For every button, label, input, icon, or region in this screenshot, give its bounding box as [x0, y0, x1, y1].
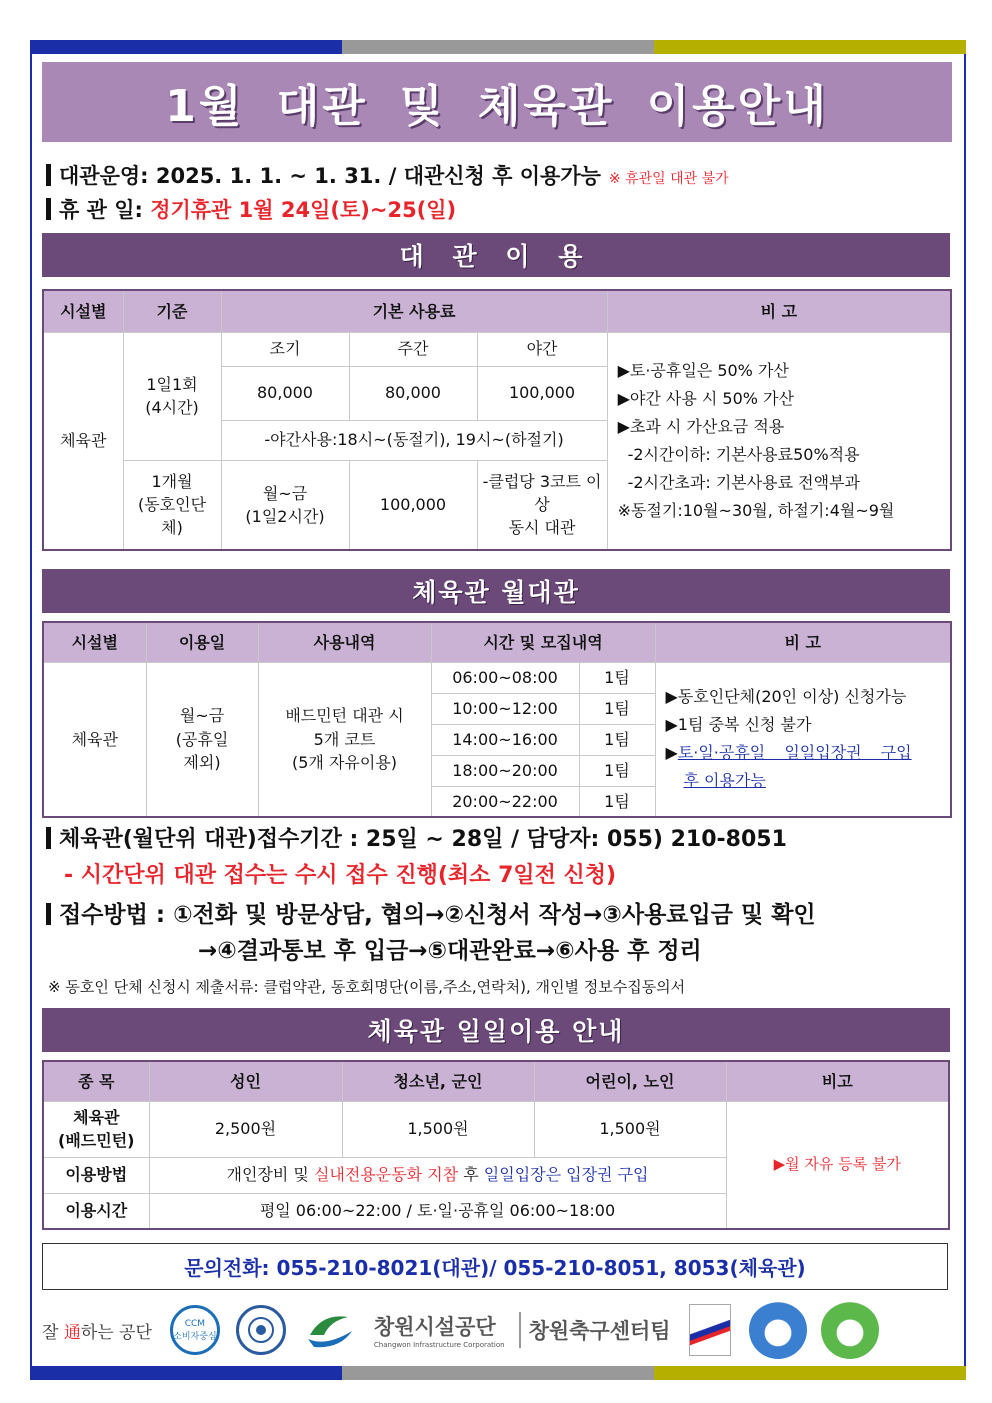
color-bar-blue: [30, 40, 342, 54]
closed-value: 정기휴관 1월 24일(토)~25(일): [150, 198, 457, 222]
title-banner: [42, 62, 952, 142]
slogan: [42, 1318, 152, 1343]
method-mid: 후: [458, 1165, 484, 1185]
bullet-bar: [46, 827, 51, 849]
color-bar-olive: [654, 40, 966, 54]
slot-teams: 1팀: [579, 755, 655, 786]
note-blue-text-2: 후 이용가능: [683, 771, 766, 791]
header-adult: 성인: [149, 1061, 342, 1101]
bottom-color-bar: [30, 1366, 966, 1380]
color-bar-olive: [654, 1366, 966, 1380]
monthly-table: [42, 621, 952, 818]
header-criteria: 기준: [123, 290, 221, 332]
table-row: [43, 332, 951, 366]
header-remarks: 비고: [726, 1061, 949, 1101]
price-early: 80,000: [221, 366, 349, 420]
swirl-logo-icon: [302, 1305, 360, 1355]
certificate-icon: [689, 1304, 731, 1356]
slot-teams: 1팀: [579, 724, 655, 755]
rental-section-header: [42, 233, 950, 277]
slot-teams: 1팀: [579, 693, 655, 724]
documents-line: [48, 976, 685, 997]
days-cell: 월~금 (공휴일 제외): [146, 662, 258, 817]
header-youth: 청소년, 군인: [342, 1061, 534, 1101]
rental-note-line: ※동절기:10월~30월, 하절기:4월~9월: [617, 500, 895, 520]
monthly-note-line: ▶1팀 중복 신청 불가: [665, 715, 812, 735]
ccm-badge-icon: [170, 1305, 220, 1355]
monthly-header-row: [43, 622, 951, 662]
period-night: 야간: [477, 332, 607, 366]
separator: [519, 1312, 521, 1348]
operation-line: [46, 160, 729, 190]
monthly-criteria-cell: 1개월 (동호인단체): [123, 460, 221, 550]
method-cell: [149, 1157, 726, 1193]
table-row: [43, 662, 951, 693]
daily-note-cell: ▶월 자유 등록 불가: [726, 1101, 949, 1229]
slot-teams: 1팀: [579, 662, 655, 693]
usage-cell: 배드민턴 대관 시 5개 코트 (5개 자유이용): [258, 662, 431, 817]
rental-note-line: -2시간초과: 기본사용료 전액부과: [627, 472, 861, 492]
contact-box: [42, 1243, 948, 1290]
price-night: 100,000: [477, 366, 607, 420]
time-cell: 평일 06:00~22:00 / 토·일·공휴일 06:00~18:00: [149, 1193, 726, 1229]
header-base-fee: 기본 사용료: [221, 290, 607, 332]
time-label-cell: 이용시간: [43, 1193, 149, 1229]
corp-name-en: Changwon Infrastructure Corporation: [373, 1341, 505, 1349]
closed-line: [46, 194, 456, 224]
header-usage: 사용내역: [258, 622, 431, 662]
operation-note: ※ 휴관일 대관 불가: [608, 171, 729, 187]
slot-time: 18:00~20:00: [431, 755, 579, 786]
contact-text: 문의전화: 055-210-8021(대관)/ 055-210-8051, 8053(체육관): [184, 1256, 806, 1280]
reception-method-line-2: [198, 932, 702, 965]
header-facility: 시설별: [43, 622, 146, 662]
ccm-text: CCM 소비자중심: [173, 1318, 217, 1342]
rental-note-line: ▶토·공휴일은 50% 가산: [617, 360, 789, 380]
slogan-red: 通: [63, 1322, 81, 1343]
rental-table: [42, 289, 952, 551]
color-bar-gray: [342, 1366, 654, 1380]
corp-name: [374, 1311, 505, 1349]
daily-section-header: [42, 1008, 950, 1052]
slot-teams: 1팀: [579, 786, 655, 817]
facility-cell: 체육관: [43, 662, 146, 817]
circle-seal-icon: [236, 1305, 286, 1355]
header-days: 이용일: [146, 622, 258, 662]
rental-notes-cell: [607, 332, 951, 550]
mascot-green-icon: [821, 1301, 879, 1359]
bullet-bar: [46, 164, 51, 186]
header-time: 시간 및 모집내역: [431, 622, 655, 662]
header-facility: 시설별: [43, 290, 123, 332]
slot-time: 14:00~16:00: [431, 724, 579, 755]
slot-time: 20:00~22:00: [431, 786, 579, 817]
method-pre: 개인장비 및: [226, 1165, 314, 1185]
monthly-section-header: [42, 569, 950, 613]
monthly-note-line: ▶동호인단체(20인 이상) 신청가능: [665, 687, 907, 707]
documents-text: ※ 동호인 단체 신청시 제출서류: 클럽약관, 동호회명단(이름,주소,연락처), 개인별 정보수집동의서: [48, 978, 686, 996]
reception-hourly: - 시간단위 대관 접수는 수시 접수 진행(최소 7일전 신청): [64, 863, 617, 888]
reception-method-2: →④결과통보 후 입금→⑤대관완료→⑥사용 후 정리: [198, 938, 702, 964]
slot-time: 10:00~12:00: [431, 693, 579, 724]
rental-note-line: -2시간이하: 기본사용료50%적용: [627, 444, 860, 464]
team-name: 창원축구센터팀: [528, 1319, 671, 1343]
mascot-blue-icon: [749, 1301, 807, 1359]
header-child-senior: 어린이, 노인: [534, 1061, 726, 1101]
top-color-bar: [30, 40, 966, 54]
daily-table: [42, 1060, 950, 1230]
header-item: 종 목: [43, 1061, 149, 1101]
period-early: 조기: [221, 332, 349, 366]
reception-method-1: 접수방법 : ①전화 및 방문상담, 협의→②신청서 작성→③사용료입금 및 확인: [59, 902, 816, 928]
rental-note-line: ▶야간 사용 시 50% 가산: [617, 388, 794, 408]
price-adult: 2,500원: [149, 1101, 342, 1157]
bullet-bar: [46, 903, 51, 925]
slogan-post: 하는 공단: [80, 1322, 152, 1343]
operation-text: 대관운영: 2025. 1. 1. ~ 1. 31. / 대관신청 후 이용가능: [59, 164, 601, 188]
monthly-notes-cell: [655, 662, 951, 817]
night-note-cell: -야간사용:18시~(동절기), 19시~(하절기): [221, 420, 607, 460]
rental-header-row: [43, 290, 951, 332]
method-blue: 일일입장은 입장권 구입: [483, 1165, 649, 1185]
rental-section-title: 대 관 이 용: [399, 242, 593, 271]
method-label-cell: 이용방법: [43, 1157, 149, 1193]
slot-time: 06:00~08:00: [431, 662, 579, 693]
monthly-note-blue: [666, 739, 947, 767]
period-day: 주간: [349, 332, 477, 366]
header-remarks: 비 고: [607, 290, 951, 332]
footer-logos: [42, 1300, 952, 1360]
monthly-condition-cell: -클럽당 3코트 이상 동시 대관: [477, 460, 607, 550]
daily-section-title: 체육관 일일이용 안내: [367, 1017, 625, 1046]
page-title: 1월 대관 및 체육관 이용안내: [165, 81, 829, 132]
header-remarks: 비 고: [655, 622, 951, 662]
price-day: 80,000: [349, 366, 477, 420]
reception-period: 체육관(월단위 대관)접수기간 : 25일 ~ 28일 / 담당자: 055) 210-8051: [59, 827, 787, 852]
facility-cell: 체육관: [43, 332, 123, 550]
reception-period-line: [46, 822, 787, 853]
slogan-pre: 잘: [42, 1322, 64, 1343]
reception-hourly-line: [64, 858, 616, 889]
reception-method-line: [46, 896, 816, 929]
rental-note-line: ▶초과 시 가산요금 적용: [617, 416, 785, 436]
table-row: [43, 1101, 949, 1157]
daily-criteria-cell: 1일1회 (4시간): [123, 332, 221, 460]
note-marker: ▶: [665, 743, 678, 763]
method-red: 실내전용운동화 지참: [313, 1165, 459, 1185]
closed-label: 휴 관 일:: [59, 198, 143, 222]
note-blue-text: 토·일·공휴일 일일입장권 구입: [677, 743, 912, 763]
daily-header-row: [43, 1061, 949, 1101]
price-youth: 1,500원: [342, 1101, 534, 1157]
color-bar-gray: [342, 40, 654, 54]
monthly-section-title: 체육관 월대관: [412, 578, 580, 607]
bullet-bar: [46, 198, 51, 220]
price-child-senior: 1,500원: [534, 1101, 726, 1157]
color-bar-blue: [30, 1366, 342, 1380]
corp-name-ko: 창원시설공단: [373, 1315, 496, 1339]
item-cell: 체육관 (배드민턴): [43, 1101, 149, 1157]
monthly-price-cell: 100,000: [349, 460, 477, 550]
monthly-days-cell: 월~금 (1일2시간): [221, 460, 349, 550]
